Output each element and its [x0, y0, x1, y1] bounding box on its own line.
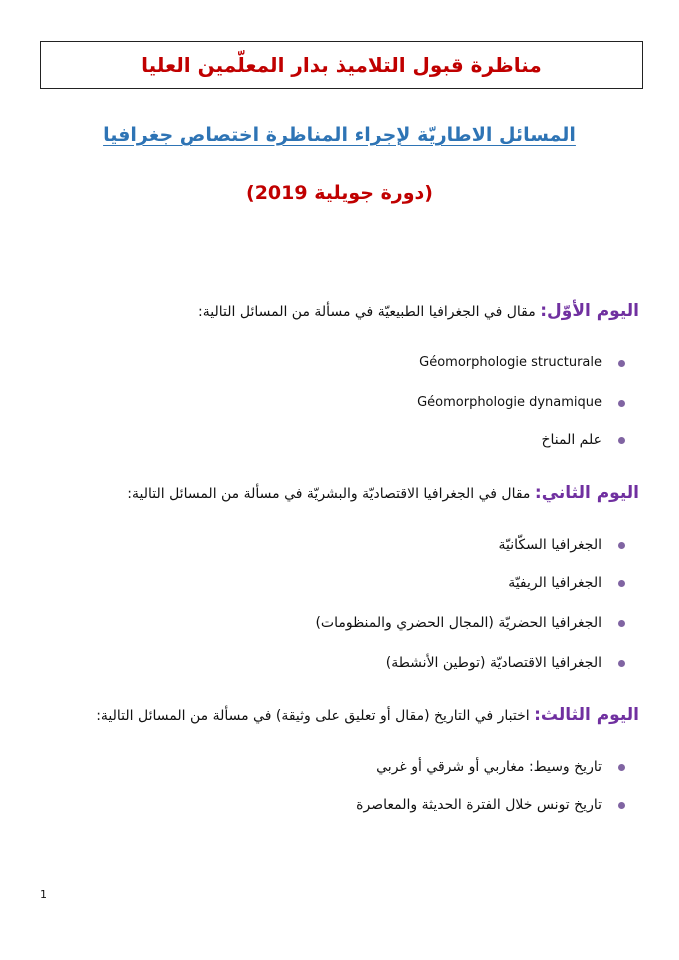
- page-number: 1: [40, 888, 47, 901]
- list-item-text: Géomorphologie structurale: [419, 355, 602, 370]
- list-item: [200, 613, 625, 633]
- day1-label: اليوم الأوّل:: [540, 301, 639, 321]
- day3-description: اختبار في التاريخ (مقال أو تعليق على وثيقة) في مسألة من المسائل التالية:: [96, 708, 535, 724]
- subtitle: [0, 124, 679, 146]
- list-item-text: Géomorphologie dynamique: [417, 395, 602, 410]
- bullet-icon: [618, 620, 625, 627]
- list-item: [200, 795, 625, 815]
- day2-label: اليوم الثاني:: [534, 483, 639, 503]
- list-item-text: تاريخ وسيط: مغاربي أو شرقي أو غربي: [376, 759, 602, 775]
- bullet-icon: [618, 360, 625, 367]
- day1-description: مقال في الجغرافيا الطبيعيّة في مسألة من المسائل التالية:: [198, 304, 541, 320]
- list-item: [200, 757, 625, 777]
- subtitle-text: المسائل الاطاريّة لإجراء المناظرة اختصاص جغرافيا: [103, 124, 576, 146]
- list-item: [200, 535, 625, 555]
- day3-label: اليوم الثالث:: [534, 705, 639, 725]
- list-item-text: الجغرافيا الاقتصاديّة (توطين الأنشطة): [385, 655, 602, 671]
- title-box: [40, 41, 643, 89]
- bullet-icon: [618, 400, 625, 407]
- list-item: [200, 353, 625, 373]
- day2-heading: [60, 482, 639, 505]
- session-label: (دورة جويلية 2019): [246, 182, 433, 204]
- list-item: [200, 573, 625, 593]
- day2-description: مقال في الجغرافيا الاقتصاديّة والبشريّة في مسألة من المسائل التالية:: [127, 486, 535, 502]
- list-item-text: علم المناخ: [541, 432, 602, 448]
- bullet-icon: [618, 764, 625, 771]
- day3-heading: [60, 704, 639, 727]
- bullet-icon: [618, 660, 625, 667]
- bullet-icon: [618, 580, 625, 587]
- day1-heading: [60, 300, 639, 323]
- page-title: مناظرة قبول التلاميذ بدار المعلّمين العليا: [141, 53, 542, 77]
- list-item-text: الجغرافيا الحضريّة (المجال الحضري والمنظومات): [315, 615, 602, 631]
- list-item: [200, 430, 625, 450]
- bullet-icon: [618, 437, 625, 444]
- list-item-text: الجغرافيا الريفيّة: [508, 575, 602, 591]
- list-item-text: الجغرافيا السكّانيّة: [498, 537, 602, 553]
- bullet-icon: [618, 542, 625, 549]
- list-item: [200, 653, 625, 673]
- list-item: [200, 393, 625, 413]
- bullet-icon: [618, 802, 625, 809]
- list-item-text: تاريخ تونس خلال الفترة الحديثة والمعاصرة: [356, 797, 602, 813]
